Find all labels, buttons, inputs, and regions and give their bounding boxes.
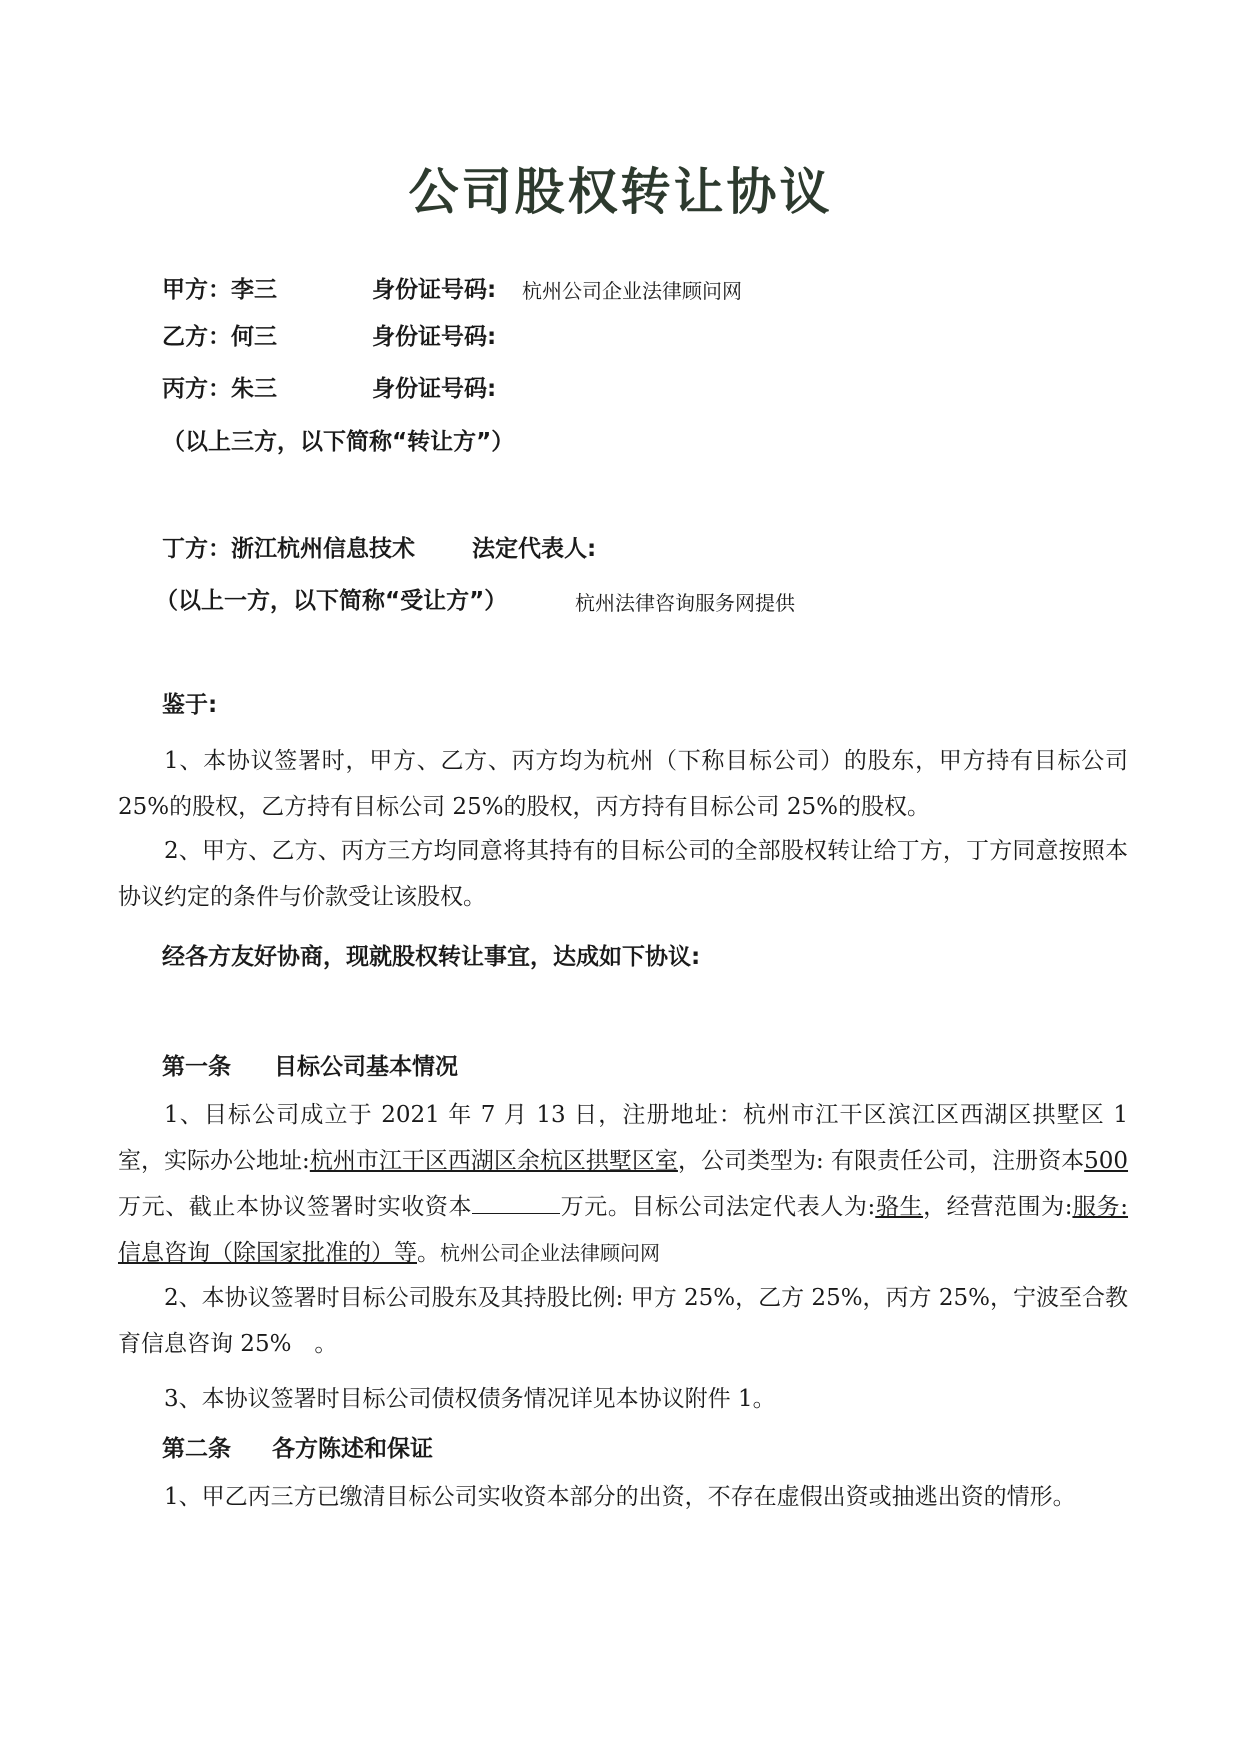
- recitals-heading: 鉴于:: [162, 692, 218, 718]
- office-address: 杭州市江干区西湖区余杭区拱墅区室: [309, 1148, 678, 1174]
- article-1-p1-text-c: 万元、截止本协议签署时实收资本: [118, 1194, 473, 1220]
- article-1-number: 第一条: [162, 1054, 231, 1080]
- article-1-paragraph-2: 2、本协议签署时目标公司股东及其持股比例: 甲方 25%，乙方 25%，丙方 25%，宁波至合教育信息咨询 25% 。: [118, 1285, 1128, 1357]
- article-2-number: 第二条: [162, 1436, 231, 1462]
- article-1-heading: 目标公司基本情况: [274, 1054, 458, 1080]
- article-1-p1-text-f: 。: [417, 1240, 440, 1266]
- article-1-side-note: 杭州公司企业法律顾问网: [440, 1241, 660, 1265]
- recital-paragraph-1: 1、本协议签署时，甲方、乙方、丙方均为杭州（下称目标公司）的股东，甲方持有目标公司 25%的股权，乙方持有目标公司 25%的股权，丙方持有目标公司 25%的股权。: [118, 748, 1128, 820]
- business-scope: 服务: 信息咨询（除国家批准的）等: [118, 1194, 1129, 1266]
- agreement-statement: 经各方友好协商，现就股权转让事宜，达成如下协议:: [162, 944, 701, 970]
- legal-representative: 骆生: [875, 1194, 924, 1220]
- party-a-id-label: 身份证号码:: [372, 277, 497, 303]
- article-1-p1-text-e: ，经营范围为:: [923, 1194, 1073, 1220]
- article-1-p1-text-b: ，公司类型为: 有限责任公司，注册资本: [677, 1148, 1085, 1174]
- registered-capital: 500: [1084, 1148, 1129, 1174]
- article-1-paragraph-1: [118, 1092, 1128, 1276]
- article-1-p1-text-d: 万元。目标公司法定代表人为:: [560, 1194, 876, 1220]
- transferor-note: （以上三方，以下简称“转让方”）: [162, 429, 515, 455]
- party-a-id-value: 杭州公司企业法律顾问网: [522, 279, 742, 303]
- article-1-p1-text-a: 1、目标公司成立于 2021 年 7 月 13 日，注册地址：杭州市江干区滨江区西湖区拱墅区 1 室，实际办公地址:: [118, 1102, 1128, 1174]
- party-d-rep-label: 法定代表人:: [472, 536, 597, 562]
- article-2-paragraph-1: 1、甲乙丙三方已缴清目标公司实收资本部分的出资，不存在虚假出资或抽逃出资的情形。: [164, 1484, 1076, 1510]
- recital-paragraph-2: 2、甲方、乙方、丙方三方均同意将其持有的目标公司的全部股权转让给丁方，丁方同意按照本协议约定的条件与价款受让该股权。: [118, 838, 1128, 910]
- article-2-heading: 各方陈述和保证: [272, 1436, 433, 1462]
- party-c-label: 丙方：朱三: [162, 376, 277, 402]
- paid-in-capital-blank: [472, 1191, 560, 1214]
- party-b-id-label: 身份证号码:: [372, 324, 497, 350]
- party-b-label: 乙方：何三: [162, 324, 277, 350]
- party-c-id-label: 身份证号码:: [372, 376, 497, 402]
- party-a-label: 甲方：李三: [162, 277, 277, 303]
- article-1-paragraph-3: 3、本协议签署时目标公司债权债务情况详见本协议附件 1。: [164, 1386, 776, 1412]
- transferee-side-note: 杭州法律咨询服务网提供: [575, 591, 795, 615]
- transferee-note: （以上一方，以下简称“受让方”）: [155, 588, 508, 614]
- party-d-label: 丁方：浙江杭州信息技术: [162, 536, 415, 562]
- document-title: 公司股权转让协议: [408, 163, 833, 221]
